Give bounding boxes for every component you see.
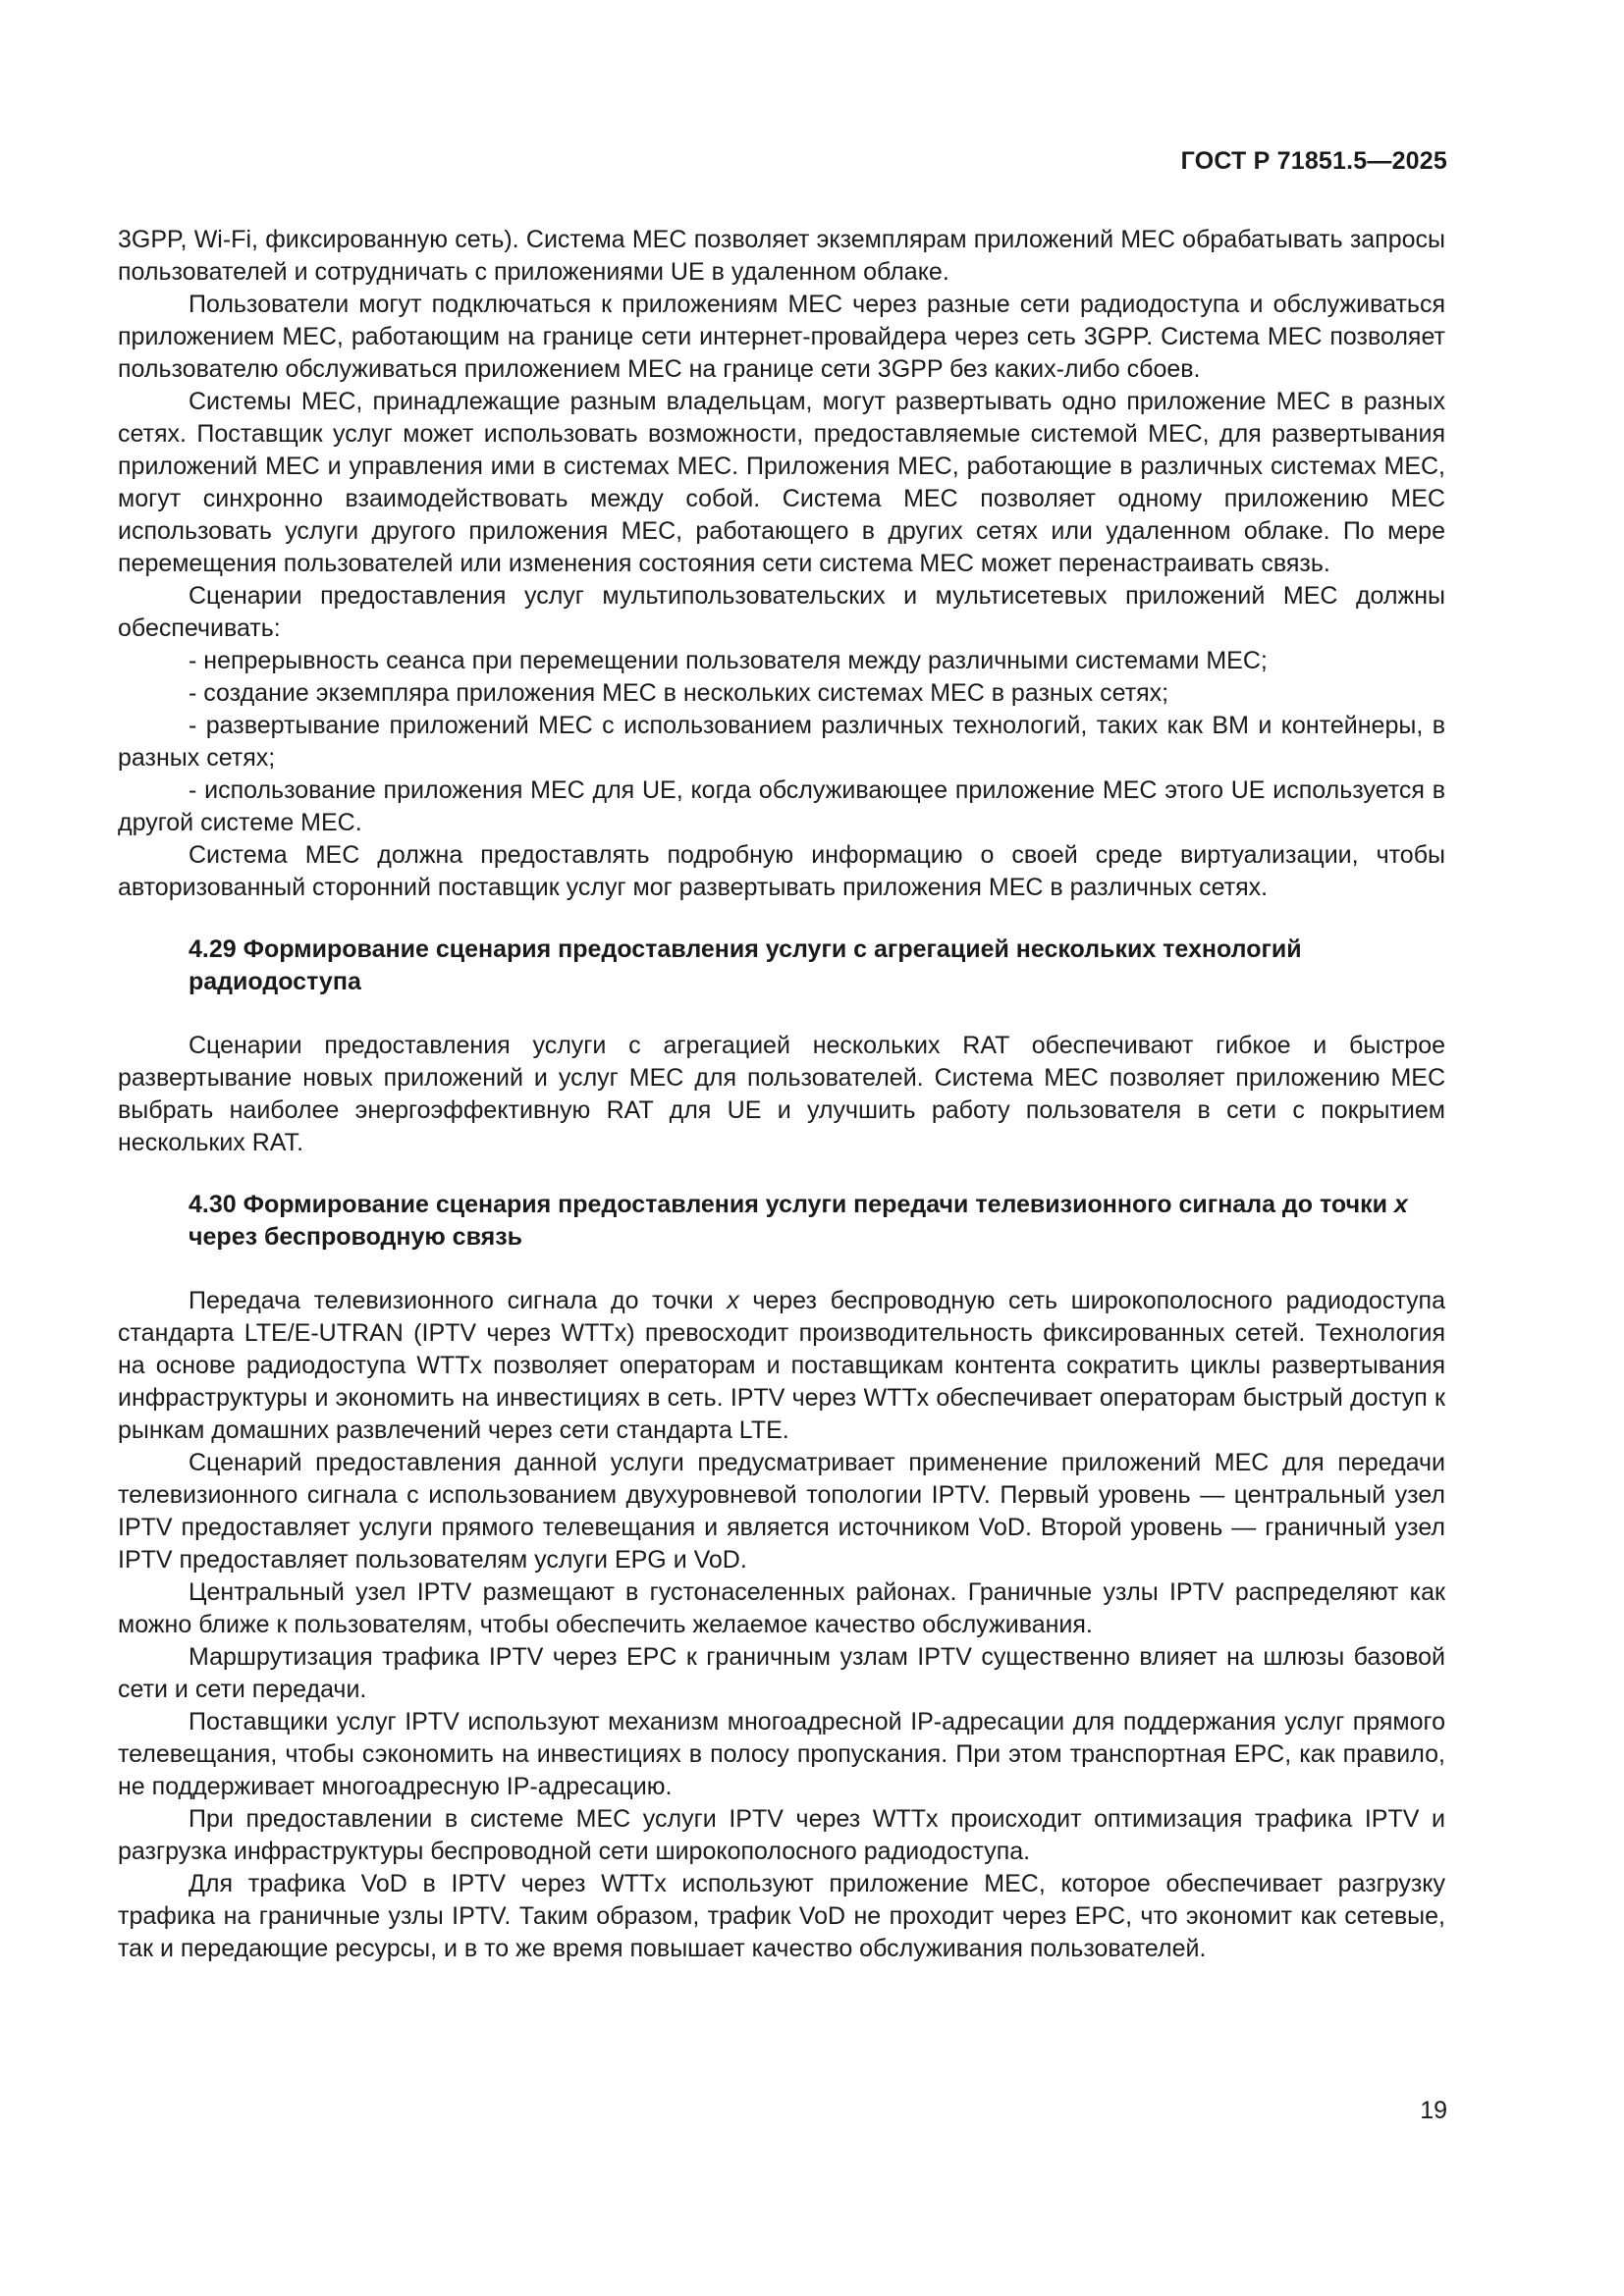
page-number: 19 [1420,2097,1447,2124]
list-item: - развертывание приложений MEC с использованием различных технологий, таких как ВМ и контейнеры, в разных сетях; [118,712,1445,772]
paragraph: Система MEC должна предоставлять подробную информацию о своей среде виртуализации, чтобы авторизованный сторонний поставщик услуг мог развертывать приложения MEC в различных сетях. [118,841,1445,901]
paragraph-text: через беспроводную сеть широкополосного радиодоступа стандарта LTE/E-UTRAN (IPTV через WTTx) превосходит производительность фиксированных сетей. Технология на основе радиодоступа WTTx позволяет операторам и поставщикам контента сократить циклы развертывания инфраструктуры и экономить на инвестициях в сеть. IPTV через WTTx обеспечивает операторам быстрый доступ к рынкам домашних развлечений через сети стандарта LTE. [118,1287,1445,1444]
section-heading-4-29: 4.29 Формирование сценария предоставления услуги с агрегацией нескольких технологий радиодоступа [189,935,1302,995]
italic-x: x [727,1287,739,1314]
list-item: - использование приложения MEC для UE, когда обслуживающее приложение MEC этого UE используется в другой системе MEC. [118,776,1445,836]
paragraph: Пользователи могут подключаться к приложениям MEC через разные сети радиодоступа и обслуживаться приложением MEC, работающим на границе сети интернет-провайдера через сеть 3GPP. Система MEC позволяет пользователю обслуживаться приложением MEC на границе сети 3GPP без каких-либо сбоев. [118,291,1445,383]
paragraph [118,1285,1445,1447]
heading-italic-x: x [1393,1191,1408,1218]
paragraph: Сценарии предоставления услуги с агрегацией нескольких RAT обеспечивают гибкое и быстрое развертывание новых приложений и услуг MEC для пользователей. Система MEC позволяет приложению MEC выбрать наиболее энергоэффективную RAT для UE и улучшить работу пользователя в сети с покрытием нескольких RAT. [118,1032,1445,1156]
document-code-header: ГОСТ Р 71851.5—2025 [1180,147,1447,175]
heading-text: через беспроводную связь [189,1223,523,1251]
list-item: - непрерывность сеанса при перемещении пользователя между различными системами MEC; [189,647,1268,674]
paragraph: Центральный узел IPTV размещают в густонаселенных районах. Граничные узлы IPTV распределяют как можно ближе к пользователям, чтобы обеспечить желаемое качество обслуживания. [118,1578,1445,1638]
paragraph-text: Передача телевизионного сигнала до точки [189,1287,728,1314]
paragraph: При предоставлении в системе MEC услуги IPTV через WTTx происходит оптимизация трафика IPTV и разгрузка инфраструктуры беспроводной сети широкополосного радиодоступа. [118,1805,1445,1865]
paragraph: Маршрутизация трафика IPTV через EPC к граничным узлам IPTV существенно влияет на шлюзы базовой сети и сети передачи. [118,1643,1445,1703]
paragraph: Для трафика VoD в IPTV через WTTx используют приложение MEC, которое обеспечивает разгрузку трафика на граничные узлы IPTV. Таким образом, трафик VoD не проходит через EPC, что экономит как сетевые, так и передающие ресурсы, и в то же время повышает качество обслуживания пользователей. [118,1870,1445,1962]
paragraph: 3GPP, Wi-Fi, фиксированную сеть). Система MEC позволяет экземплярам приложений MEC обрабатывать запросы пользователей и сотрудничать с приложениями UE в удаленном облаке. [118,226,1445,286]
list-item: - создание экземпляра приложения MEC в нескольких системах MEC в разных сетях; [189,679,1169,707]
paragraph: Системы MEC, принадлежащие разным владельцам, могут развертывать одно приложение MEC в разных сетях. Поставщик услуг может использовать возможности, предоставляемые системой MEC, для развертывания приложений MEC и управления ими в системах MEC. Приложения MEC, работающие в различных системах MEC, могут синхронно взаимодействовать между собой. Система MEC позволяет одному приложению MEC использовать услуги другого приложения MEC, работающего в других сетях или удаленном облаке. По мере перемещения пользователей или изменения состояния сети система MEC может перенастраивать связь. [118,388,1445,577]
paragraph: Сценарии предоставления услуг мультипользовательских и мультисетевых приложений MEC должны обеспечивать: [118,582,1445,642]
section-heading-4-30 [189,1189,1445,1254]
paragraph: Поставщики услуг IPTV используют механизм многоадресной IP-адресации для поддержания услуг прямого телевещания, чтобы сэкономить на инвестициях в полосу пропускания. При этом транспортная EPC, как правило, не поддерживает многоадресную IP-адресацию. [118,1708,1445,1800]
paragraph: Сценарий предоставления данной услуги предусматривает применение приложений MEC для передачи телевизионного сигнала с использованием двухуровневой топологии IPTV. Первый уровень — центральный узел IPTV предоставляет услуги прямого телевещания и является источником VoD. Второй уровень — граничный узел IPTV предоставляет пользователям услуги EPG и VoD. [118,1449,1445,1574]
document-body [118,224,1445,1965]
heading-text: 4.30 Формирование сценария предоставления услуги передачи телевизионного сигнала до точки [189,1191,1394,1218]
